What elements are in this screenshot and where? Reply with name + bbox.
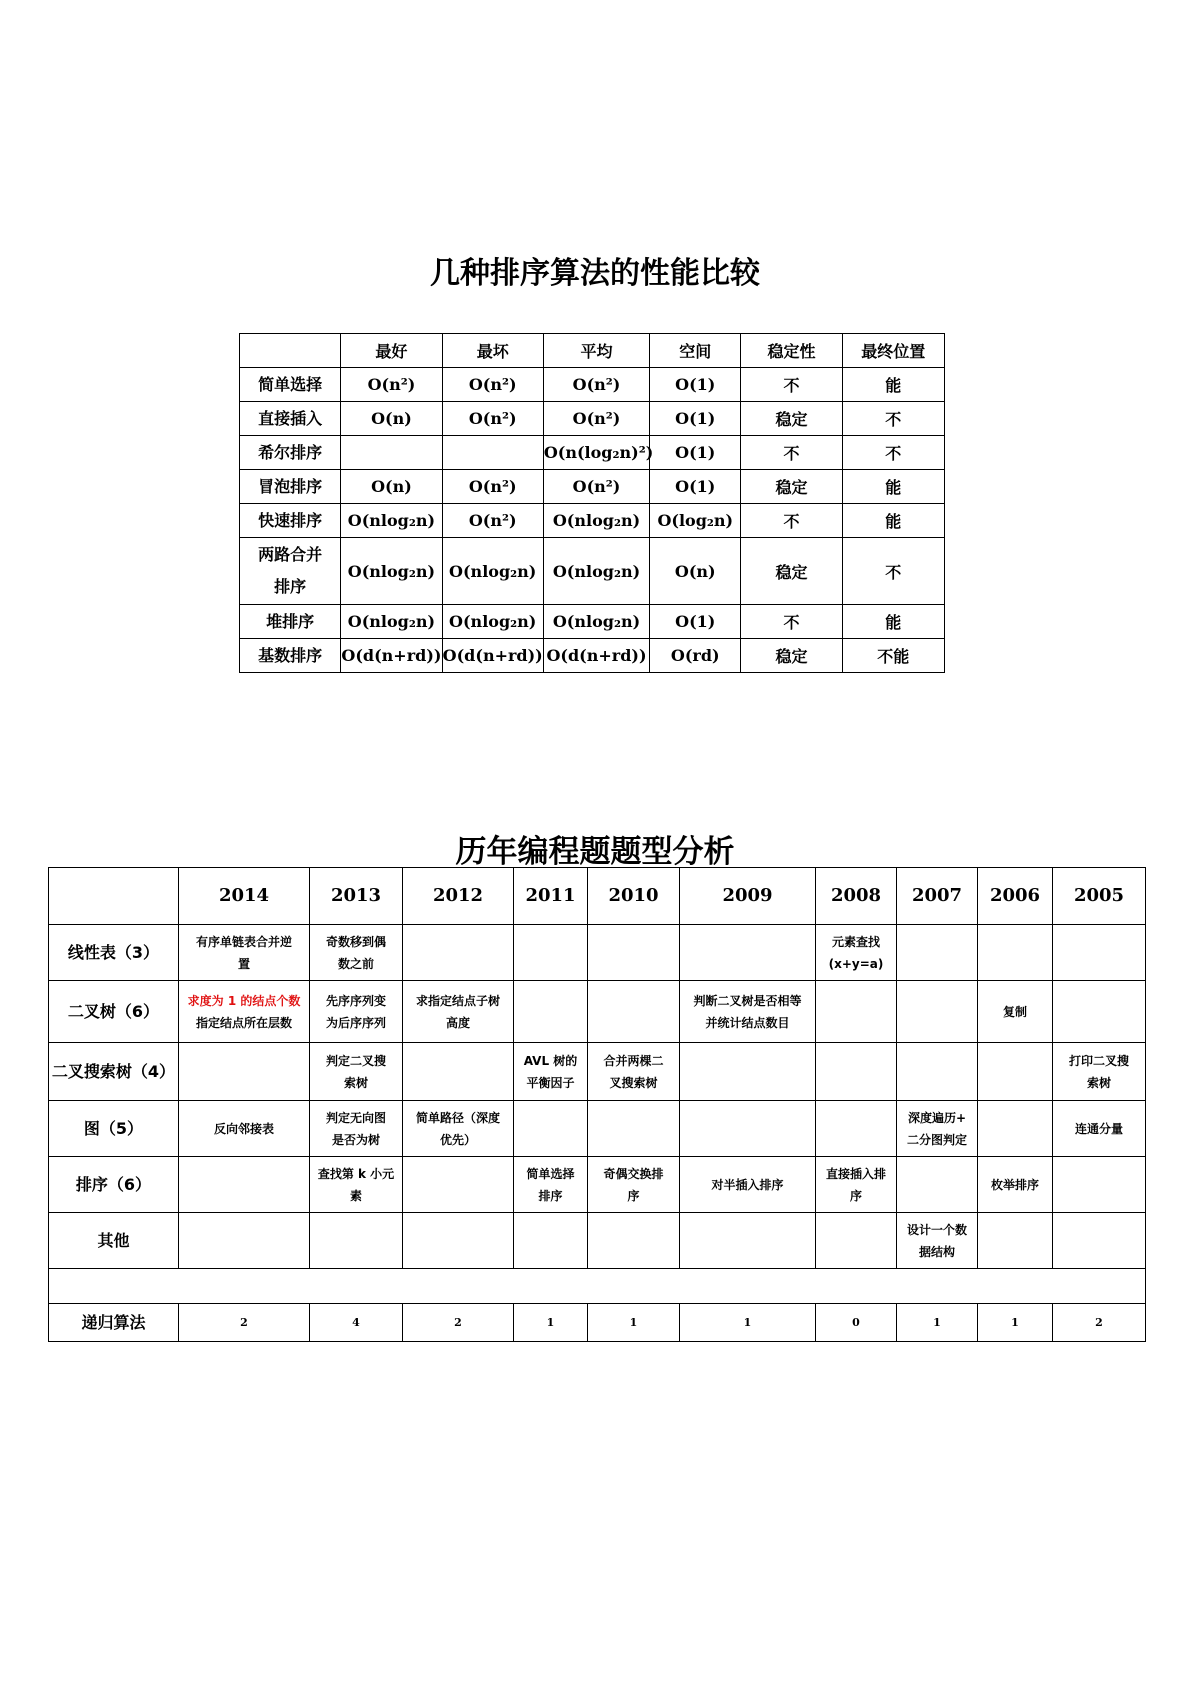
topic-cell (816, 1213, 897, 1269)
exam-analysis-table (48, 867, 1146, 1342)
spacer-row (49, 1269, 1146, 1304)
cell-line: 奇偶交换排 (603, 1166, 664, 1181)
topic-cell (514, 981, 588, 1043)
table-cell: O(1) (650, 470, 741, 504)
topic-cell (978, 1043, 1053, 1101)
recursion-count: 4 (310, 1304, 403, 1342)
topic-cell (1053, 1043, 1146, 1101)
cell-line: 设计一个数 (906, 1222, 967, 1237)
table-cell: 不 (741, 504, 842, 538)
row-label: 快速排序 (240, 504, 341, 538)
table-cell: O(rd) (650, 639, 741, 673)
topic-cell (680, 981, 816, 1043)
row-label-line: 两路合并 (258, 545, 323, 564)
table-cell: O(n²) (442, 470, 543, 504)
topic-cell (310, 925, 403, 981)
topic-cell (897, 1213, 978, 1269)
topic-cell (403, 1043, 514, 1101)
sort-comparison-table (239, 333, 945, 673)
topic-cell (897, 981, 978, 1043)
cell-line: 枚举排序 (990, 1177, 1039, 1192)
table-cell: 不 (842, 402, 944, 436)
cell-line: 判断二叉树是否相等 (693, 993, 802, 1008)
topic-cell (1053, 1157, 1146, 1213)
table-cell: O(1) (650, 605, 741, 639)
recursion-count: 2 (1053, 1304, 1146, 1342)
topic-cell (680, 1101, 816, 1157)
topic-cell (1053, 1101, 1146, 1157)
cell-line: 求度为 1 的结点个数 (187, 993, 301, 1008)
header-cell: 最终位置 (842, 334, 944, 368)
cell-line: 简单选择 (526, 1166, 575, 1181)
row-label-line: 排序 (274, 577, 307, 596)
topic-cell (179, 1213, 310, 1269)
table-row (240, 402, 945, 436)
table-cell: O(n(log₂n)²) (543, 436, 649, 470)
cell-line: 为后序序列 (325, 1015, 386, 1030)
topic-cell (680, 1043, 816, 1101)
topic-cell (816, 1157, 897, 1213)
recursion-count: 2 (403, 1304, 514, 1342)
cell-line: 素 (349, 1188, 362, 1203)
year-cell: 2009 (680, 868, 816, 925)
recursion-count: 2 (179, 1304, 310, 1342)
cell-line: 据结构 (918, 1244, 955, 1259)
table-cell: O(d(n+rd)) (543, 639, 649, 673)
cell-line: 优先） (439, 1132, 476, 1147)
cell-line: 复制 (1002, 1004, 1027, 1019)
topic-cell (588, 925, 680, 981)
table-cell: O(n²) (543, 402, 649, 436)
topic-label: 二叉搜索树（4） (49, 1043, 179, 1101)
table-cell: 不 (741, 436, 842, 470)
table-cell (442, 436, 543, 470)
topic-cell (978, 1213, 1053, 1269)
row-label: 直接插入 (240, 402, 341, 436)
sort-comparison-title: 几种排序算法的性能比较 (430, 256, 760, 291)
topic-cell (310, 1043, 403, 1101)
year-cell: 2008 (816, 868, 897, 925)
cell-line: 是否为树 (331, 1132, 380, 1147)
cell-line: 先序序列变 (325, 993, 386, 1008)
header-cell (240, 334, 341, 368)
cell-line: 指定结点所在层数 (195, 1015, 292, 1030)
topic-cell (310, 1157, 403, 1213)
row-label (240, 538, 341, 605)
year-cell: 2014 (179, 868, 310, 925)
topic-cell (310, 1101, 403, 1157)
cell-line: 序 (627, 1188, 640, 1203)
topic-cell (588, 981, 680, 1043)
table-cell: O(nlog₂n) (341, 504, 442, 538)
year-cell: 2012 (403, 868, 514, 925)
year-cell: 2006 (978, 868, 1053, 925)
cell-line: 判定无向图 (325, 1110, 386, 1125)
cell-line: 有序单链表合并逆 (195, 934, 292, 949)
table-cell: O(n²) (341, 368, 442, 402)
topic-cell (179, 925, 310, 981)
year-cell: 2005 (1053, 868, 1146, 925)
header-cell: 稳定性 (741, 334, 842, 368)
topic-label: 排序（6） (49, 1157, 179, 1213)
cell-line: 合并两棵二 (603, 1053, 664, 1068)
topic-cell (514, 925, 588, 981)
topic-cell (897, 1101, 978, 1157)
table-cell: O(n²) (442, 368, 543, 402)
table-cell: 不 (842, 436, 944, 470)
topic-cell (310, 981, 403, 1043)
cell-line: 深度遍历+ (907, 1110, 967, 1125)
recursion-label: 递归算法 (49, 1304, 179, 1342)
recursion-count: 1 (680, 1304, 816, 1342)
topic-cell (514, 1101, 588, 1157)
topic-cell (403, 1101, 514, 1157)
cell-line: 排序 (538, 1188, 563, 1203)
topic-label: 二叉树（6） (49, 981, 179, 1043)
topic-row (49, 1043, 1146, 1101)
header-cell: 最好 (341, 334, 442, 368)
topic-cell (588, 1157, 680, 1213)
table-cell: O(nlog₂n) (341, 605, 442, 639)
table-cell: O(log₂n) (650, 504, 741, 538)
table-cell: 能 (842, 605, 944, 639)
table-cell: O(nlog₂n) (543, 538, 649, 605)
recursion-count: 1 (897, 1304, 978, 1342)
topic-row (49, 1157, 1146, 1213)
topic-cell (816, 925, 897, 981)
table-cell (341, 436, 442, 470)
cell-line: 二分图判定 (906, 1132, 967, 1147)
cell-line: 直接插入排 (825, 1166, 886, 1181)
row-label: 希尔排序 (240, 436, 341, 470)
table-cell: O(n) (341, 470, 442, 504)
table-cell: O(d(n+rd)) (341, 639, 442, 673)
cell-line: 置 (237, 956, 250, 971)
table-cell: 不 (741, 605, 842, 639)
cell-line: 并统计结点数目 (705, 1015, 790, 1030)
topic-cell (403, 981, 514, 1043)
topic-cell (897, 1157, 978, 1213)
table-cell: 稳定 (741, 639, 842, 673)
header-cell: 平均 (543, 334, 649, 368)
table-cell: O(n²) (442, 504, 543, 538)
cell-line: 查找第 k 小元 (317, 1166, 395, 1181)
corner-cell (49, 868, 179, 925)
table-cell: O(nlog₂n) (442, 605, 543, 639)
recursion-count: 1 (588, 1304, 680, 1342)
cell-line: 判定二叉搜 (325, 1053, 386, 1068)
cell-line: 叉搜索树 (609, 1075, 658, 1090)
cell-line: 索树 (1086, 1075, 1111, 1090)
table-cell: 不 (741, 368, 842, 402)
topic-cell (1053, 981, 1146, 1043)
table-cell: O(n²) (543, 470, 649, 504)
table-cell: 不 (842, 538, 944, 605)
table-row (240, 504, 945, 538)
table-header-row (240, 334, 945, 368)
cell-line: 数之前 (337, 956, 374, 971)
topic-cell (514, 1043, 588, 1101)
table-cell: O(nlog₂n) (341, 538, 442, 605)
cell-line: 索树 (343, 1075, 368, 1090)
table-cell: O(n) (341, 402, 442, 436)
spacer-cell (49, 1269, 1146, 1304)
cell-line: AVL 树的 (523, 1053, 578, 1068)
topic-cell (179, 1043, 310, 1101)
table-cell: O(n²) (442, 402, 543, 436)
topic-cell (310, 1213, 403, 1269)
topic-label: 图（5） (49, 1101, 179, 1157)
year-cell: 2007 (897, 868, 978, 925)
topic-cell (978, 925, 1053, 981)
topic-cell (897, 1043, 978, 1101)
recursion-count: 1 (514, 1304, 588, 1342)
table-cell: O(n) (650, 538, 741, 605)
cell-line: 打印二叉搜 (1068, 1053, 1129, 1068)
topic-row (49, 925, 1146, 981)
cell-line: 平衡因子 (526, 1075, 575, 1090)
topic-cell (680, 1213, 816, 1269)
table-cell: O(1) (650, 436, 741, 470)
table-row (240, 538, 945, 605)
table-row (240, 639, 945, 673)
topic-cell (588, 1213, 680, 1269)
topic-cell (179, 1157, 310, 1213)
cell-line: 序 (849, 1188, 862, 1203)
table-row (240, 436, 945, 470)
recursion-row (49, 1304, 1146, 1342)
topic-cell (1053, 925, 1146, 981)
recursion-count: 0 (816, 1304, 897, 1342)
table-cell: 稳定 (741, 538, 842, 605)
cell-line: 连通分量 (1074, 1121, 1123, 1136)
table-cell: 能 (842, 504, 944, 538)
topic-cell (514, 1157, 588, 1213)
header-cell: 最坏 (442, 334, 543, 368)
topic-cell (514, 1213, 588, 1269)
table-row (240, 470, 945, 504)
topic-cell (403, 1213, 514, 1269)
table-cell: 能 (842, 368, 944, 402)
table-cell: 能 (842, 470, 944, 504)
topic-cell (588, 1043, 680, 1101)
topic-cell (897, 925, 978, 981)
table-row (240, 368, 945, 402)
cell-line: 对半插入排序 (711, 1177, 784, 1192)
exam-analysis-title: 历年编程题题型分析 (455, 834, 735, 870)
topic-row (49, 1101, 1146, 1157)
year-cell: 2013 (310, 868, 403, 925)
cell-line: 求指定结点子树 (415, 993, 500, 1008)
table-cell: O(n²) (543, 368, 649, 402)
topic-row (49, 981, 1146, 1043)
cell-line: 反向邻接表 (213, 1121, 274, 1136)
topic-cell (179, 1101, 310, 1157)
topic-cell (403, 1157, 514, 1213)
header-cell: 空间 (650, 334, 741, 368)
table-cell: O(nlog₂n) (543, 605, 649, 639)
year-header-row (49, 868, 1146, 925)
topic-cell (978, 1157, 1053, 1213)
table-cell: 不能 (842, 639, 944, 673)
cell-line: 高度 (445, 1015, 470, 1030)
topic-cell (1053, 1213, 1146, 1269)
row-label: 基数排序 (240, 639, 341, 673)
cell-line: 奇数移到偶 (325, 934, 386, 949)
topic-cell (403, 925, 514, 981)
topic-cell (978, 981, 1053, 1043)
table-cell: O(1) (650, 402, 741, 436)
year-cell: 2010 (588, 868, 680, 925)
topic-cell (179, 981, 310, 1043)
table-cell: 稳定 (741, 402, 842, 436)
row-label: 堆排序 (240, 605, 341, 639)
topic-cell (680, 1157, 816, 1213)
topic-label: 线性表（3） (49, 925, 179, 981)
table-row (240, 605, 945, 639)
table-cell: O(1) (650, 368, 741, 402)
table-cell: 稳定 (741, 470, 842, 504)
topic-cell (588, 1101, 680, 1157)
row-label: 冒泡排序 (240, 470, 341, 504)
table-cell: O(nlog₂n) (543, 504, 649, 538)
topic-row (49, 1213, 1146, 1269)
table-cell: O(nlog₂n) (442, 538, 543, 605)
row-label: 简单选择 (240, 368, 341, 402)
year-cell: 2011 (514, 868, 588, 925)
topic-cell (816, 1043, 897, 1101)
table-cell: O(d(n+rd)) (442, 639, 543, 673)
topic-cell (680, 925, 816, 981)
topic-cell (816, 1101, 897, 1157)
cell-line: 简单路径（深度 (415, 1110, 500, 1125)
topic-label: 其他 (49, 1213, 179, 1269)
topic-cell (978, 1101, 1053, 1157)
cell-line: (x+y=a) (828, 956, 884, 971)
cell-line: 元素查找 (831, 934, 880, 949)
topic-cell (816, 981, 897, 1043)
recursion-count: 1 (978, 1304, 1053, 1342)
